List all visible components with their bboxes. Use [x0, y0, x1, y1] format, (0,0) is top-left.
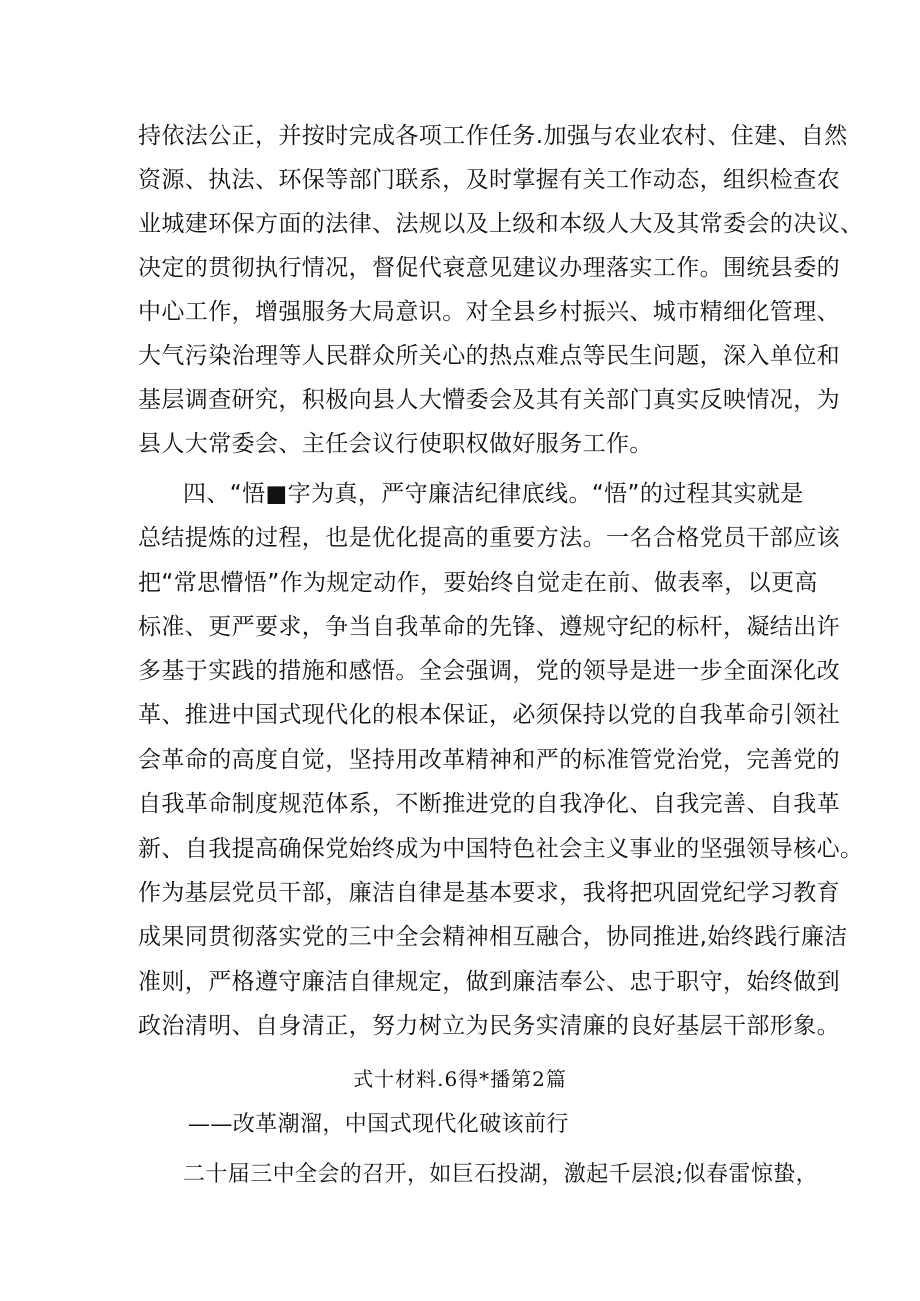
- paragraph-line: 大气污染治理等人民群众所关心的热点难点等民生问题，深入单位和: [138, 343, 840, 369]
- paragraph-line: 新、自我提高确保党始终成为中国特色社会主义事业的坚强领导核心。: [138, 836, 864, 862]
- paragraph-line: 作为基层党员干部，廉洁自律是基本要求，我将把巩固党纪学习教育: [138, 880, 840, 906]
- paragraph-line: 成果同贯彻落实党的三中全会精神相互融合，协同推进,始终践行廉洁: [138, 924, 848, 950]
- paragraph-line: 把“常思懵悟”作为规定动作，要始终自觉走在前、做表率，以更高: [138, 570, 818, 596]
- section-heading: 式十材料.6得*播第2篇: [353, 1067, 567, 1091]
- paragraph-line: 标准、更严要求，争当自我革命的先锋、遵规守纪的标杆，凝结出许: [138, 614, 840, 640]
- paragraph-line: 二十届三中全会的召开，如巨石投湖，激起千层浪;似春雷惊蛰，: [183, 1162, 819, 1187]
- paragraph-line: 县人大常委会、主任会议行使职权做好服务工作。: [138, 431, 653, 457]
- paragraph-line: 自我革命制度规范体系，不断推进党的自我净化、自我完善、自我革: [138, 791, 840, 817]
- paragraph-line: 四、“悟■字为真，严守廉洁纪律底线。“悟”的过程其实就是: [183, 481, 804, 507]
- paragraph-line: 决定的贯彻执行情况，督促代衰意见建议办理落实工作。围统县委的: [138, 255, 840, 281]
- paragraph-line: 业城建环保方面的法律、法规以及上级和本级人大及其常委会的决议、: [138, 211, 864, 237]
- paragraph-line: 中心工作，增强服务大局意识。对全县乡村振兴、城市精细化管理、: [138, 299, 840, 325]
- paragraph-line: 准则，严格遵守廉洁自律规定，做到廉洁奉公、忠于职守，始终做到: [138, 969, 840, 995]
- paragraph-line: 资源、执法、环保等部门联系，及时掌握有关工作动态，组织检查农: [138, 167, 840, 193]
- paragraph-line: 持依法公正，并按时完成各项工作任务.加强与农业农村、住建、自然: [138, 123, 848, 149]
- subtitle: ——改革潮溜，中国式现代化破该前行: [188, 1112, 569, 1137]
- paragraph-line: 多基于实践的措施和感悟。全会强调，党的领导是进一步全面深化改: [138, 658, 840, 684]
- paragraph-line: 政治清明、自身清正，努力树立为民务实清廉的良好基层干部形象。: [138, 1013, 840, 1039]
- paragraph-line: 基层调查研究，积极向县人大懵委会及其有关部门真实反映情况，为: [138, 387, 840, 413]
- paragraph-line: 总结提炼的过程，也是优化提高的重要方法。一名合格党员干部应该: [138, 525, 840, 551]
- paragraph-line: 会革命的高度自觉，坚持用改革精神和严的标准管党治党，完善党的: [138, 747, 840, 773]
- paragraph-line: 革、推进中国式现代化的根本保证，必须保持以党的自我革命引领社: [138, 702, 840, 728]
